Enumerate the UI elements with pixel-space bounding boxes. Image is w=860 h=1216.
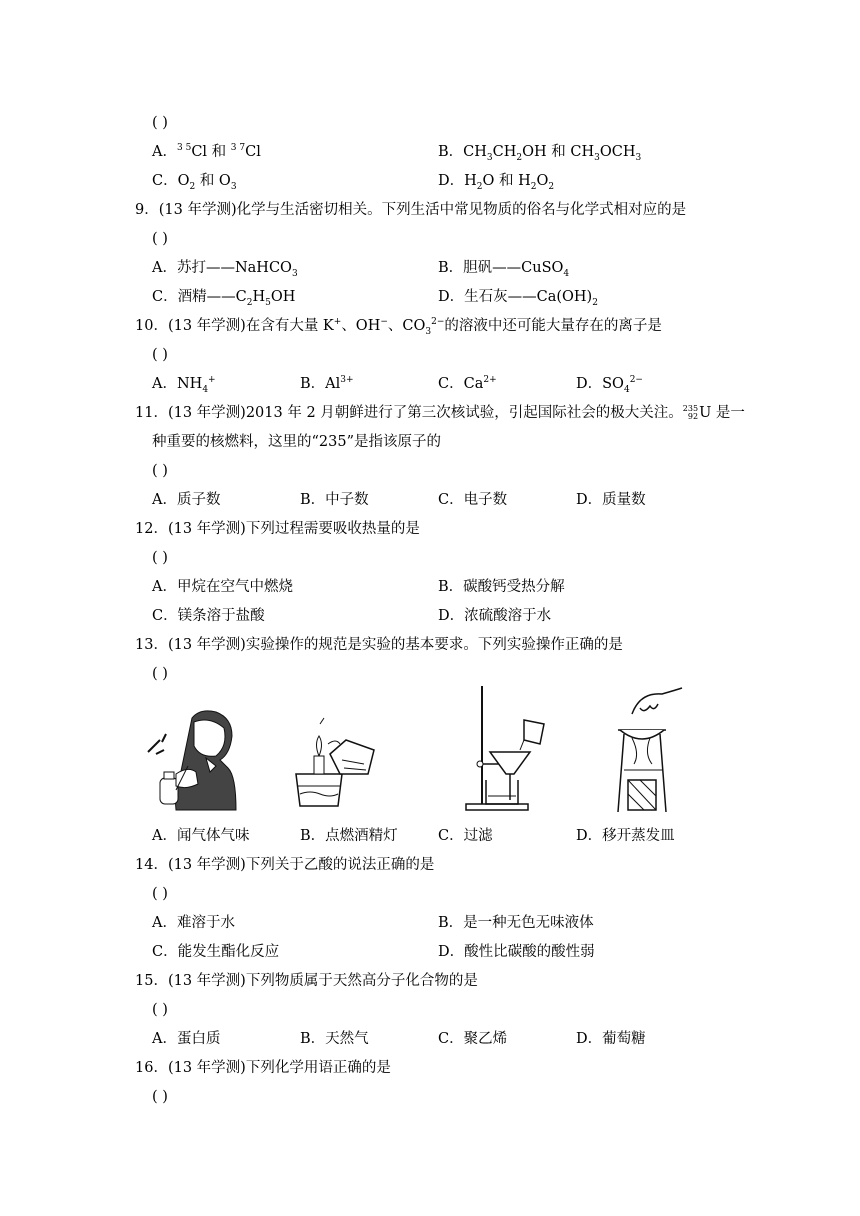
q9-option-c: C．酒精$——C_2H_5OH$ [152, 289, 296, 308]
answer-blank: ( ) [152, 886, 168, 902]
q13-option-b: B．点燃酒精灯 [300, 828, 398, 844]
q14-option-d: D．酸性比碳酸的酸性弱 [438, 944, 595, 960]
answer-blank: ( ) [152, 115, 168, 131]
q10-stem: 10．(13 年学测)在含有大量 K+、OH−、$CO_3^{2-}$的溶液中还可能大量存在的离子是 [135, 317, 662, 337]
q14-stem: 14．(13 年学测)下列关于乙酸的说法正确的是 [135, 857, 435, 873]
q11-stem-line2: 种重要的核燃料，这里的“235”是指该原子的 [152, 434, 442, 450]
answer-blank: ( ) [152, 666, 168, 682]
q13-option-a: A．闻气体气味 [152, 828, 250, 844]
q16-stem: 16．(13 年学测)下列化学用语正确的是 [135, 1060, 391, 1076]
q9-option-b: B．胆矾——CuSO$_4$ [438, 260, 570, 279]
q8-option-c: C．$O_2$ 和 $O_3$ [152, 173, 237, 192]
answer-blank: ( ) [152, 463, 168, 479]
q8-option-b: B．$CH_3CH_2OH$ 和 $CH_3OCH_3$ [438, 144, 642, 163]
answer-blank: ( ) [152, 231, 168, 247]
answer-blank: ( ) [152, 550, 168, 566]
q10-option-a: A．$NH_4^+$ [152, 375, 216, 395]
alcohol-lamp-illustration [290, 714, 390, 810]
q12-stem: 12．(13 年学测)下列过程需要吸收热量的是 [135, 521, 420, 537]
q14-option-b: B．是一种无色无味液体 [438, 915, 594, 931]
q9-option-a: A．苏打——NaHCO$_3$ [152, 260, 298, 279]
q9-option-d: D．生石灰$——Ca(OH)_2$ [438, 289, 598, 308]
answer-blank: ( ) [152, 1002, 168, 1018]
q13-option-c: C．过滤 [438, 828, 493, 844]
q12-option-a: A．甲烷在空气中燃烧 [152, 579, 293, 595]
q12-option-b: B．碳酸钙受热分解 [438, 579, 565, 595]
q15-option-d: D．葡萄糖 [576, 1031, 646, 1047]
q12-option-d: D．浓硫酸溶于水 [438, 608, 552, 624]
answer-blank: ( ) [152, 347, 168, 363]
q10-option-c: C．$Ca^{2+}$ [438, 375, 497, 392]
q14-option-c: C．能发生酯化反应 [152, 944, 280, 960]
q13-stem: 13．(13 年学测)实验操作的规范是实验的基本要求。下列实验操作正确的是 [135, 637, 623, 653]
q14-option-a: A．难溶于水 [152, 915, 235, 931]
q11-option-a: A．质子数 [152, 492, 221, 508]
q10-option-b: B．$Al^{3+}$ [300, 375, 354, 392]
q12-option-c: C．镁条溶于盐酸 [152, 608, 265, 624]
q13-option-d: D．移开蒸发皿 [576, 828, 675, 844]
filtration-illustration [460, 684, 550, 812]
evaporating-dish-illustration [610, 684, 690, 814]
q15-option-c: C．聚乙烯 [438, 1031, 508, 1047]
q8-option-a: A．$^{3 5}$Cl 和 $^{3 7}$Cl [152, 143, 261, 160]
q15-stem: 15．(13 年学测)下列物质属于天然高分子化合物的是 [135, 973, 478, 989]
q11-stem-line1: 11．(13 年学测)2013 年 2 月朝鲜进行了第三次核试验，引起国际社会的极大关注。 235 92 U 是一 [135, 404, 745, 421]
q11-option-d: D．质量数 [576, 492, 646, 508]
q15-option-a: A．蛋白质 [152, 1031, 221, 1047]
q8-option-d: D．$H_2O$ 和 $H_2O_2$ [438, 173, 555, 192]
q10-option-d: D．$SO_4^{2-}$ [576, 375, 643, 395]
smell-gas-illustration [140, 706, 240, 812]
answer-blank: ( ) [152, 1089, 168, 1105]
q9-stem: 9．(13 年学测)化学与生活密切相关。下列生活中常见物质的俗名与化学式相对应的是 [135, 202, 687, 218]
q15-option-b: B．天然气 [300, 1031, 369, 1047]
q11-option-b: B．中子数 [300, 492, 369, 508]
q11-option-c: C．电子数 [438, 492, 508, 508]
